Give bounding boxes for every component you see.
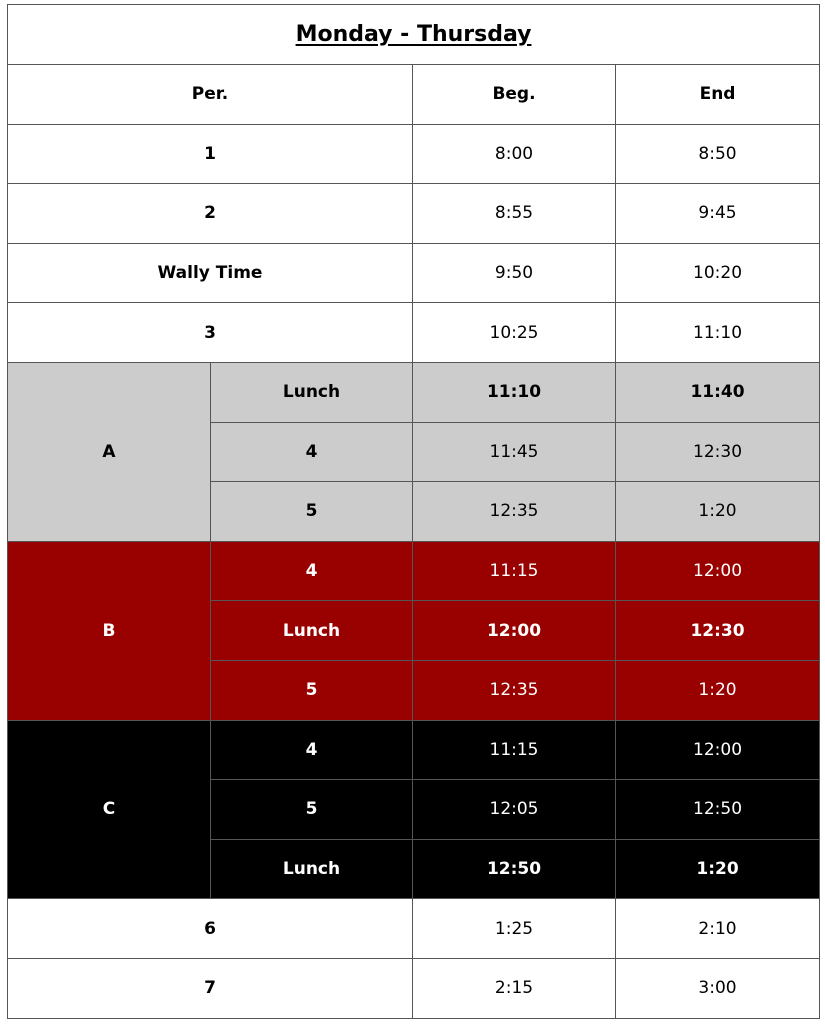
period-label: Lunch <box>211 839 413 899</box>
period-label: 4 <box>211 541 413 601</box>
lunch-a-row <box>8 362 820 422</box>
period-begin: 8:55 <box>413 184 616 244</box>
period-end: 1:20 <box>616 482 820 542</box>
period-label: 5 <box>211 780 413 840</box>
period-label: Lunch <box>211 601 413 661</box>
header-period: Per. <box>8 65 413 125</box>
schedule-title-text: Monday - Thursday <box>295 22 532 47</box>
header-row <box>8 65 820 125</box>
period-row <box>8 124 820 184</box>
period-end: 3:00 <box>616 958 820 1018</box>
period-begin: 12:35 <box>413 660 616 720</box>
period-end: 1:20 <box>616 839 820 899</box>
period-begin: 2:15 <box>413 958 616 1018</box>
period-end: 12:00 <box>616 720 820 780</box>
period-end: 12:30 <box>616 422 820 482</box>
period-row <box>8 899 820 959</box>
period-label: Lunch <box>211 362 413 422</box>
period-label: 6 <box>8 899 413 959</box>
period-end: 12:00 <box>616 541 820 601</box>
lunch-group-label-c: C <box>8 720 211 899</box>
period-begin: 9:50 <box>413 243 616 303</box>
period-begin: 8:00 <box>413 124 616 184</box>
period-label: 2 <box>8 184 413 244</box>
period-label: 7 <box>8 958 413 1018</box>
period-label: 3 <box>8 303 413 363</box>
period-begin: 12:35 <box>413 482 616 542</box>
period-begin: 12:50 <box>413 839 616 899</box>
period-begin: 1:25 <box>413 899 616 959</box>
period-begin: 11:45 <box>413 422 616 482</box>
period-end: 11:40 <box>616 362 820 422</box>
period-end: 10:20 <box>616 243 820 303</box>
period-label: 1 <box>8 124 413 184</box>
period-begin: 10:25 <box>413 303 616 363</box>
period-label: 4 <box>211 422 413 482</box>
period-begin: 12:05 <box>413 780 616 840</box>
period-row <box>8 958 820 1018</box>
period-begin: 11:15 <box>413 720 616 780</box>
lunch-group-label-a: A <box>8 362 211 541</box>
period-label: 4 <box>211 720 413 780</box>
lunch-group-label-b: B <box>8 541 211 720</box>
period-end: 12:50 <box>616 780 820 840</box>
lunch-c-row <box>8 720 820 780</box>
period-begin: 11:10 <box>413 362 616 422</box>
period-label: Wally Time <box>8 243 413 303</box>
period-row <box>8 303 820 363</box>
period-row <box>8 243 820 303</box>
period-begin: 12:00 <box>413 601 616 661</box>
period-end: 1:20 <box>616 660 820 720</box>
schedule-title <box>8 5 820 65</box>
bell-schedule-table <box>7 4 820 1019</box>
period-label: 5 <box>211 660 413 720</box>
lunch-b-row <box>8 541 820 601</box>
header-begin: Beg. <box>413 65 616 125</box>
header-end: End <box>616 65 820 125</box>
title-row <box>8 5 820 65</box>
period-label: 5 <box>211 482 413 542</box>
period-begin: 11:15 <box>413 541 616 601</box>
period-end: 12:30 <box>616 601 820 661</box>
period-row <box>8 184 820 244</box>
period-end: 2:10 <box>616 899 820 959</box>
period-end: 8:50 <box>616 124 820 184</box>
period-end: 9:45 <box>616 184 820 244</box>
period-end: 11:10 <box>616 303 820 363</box>
